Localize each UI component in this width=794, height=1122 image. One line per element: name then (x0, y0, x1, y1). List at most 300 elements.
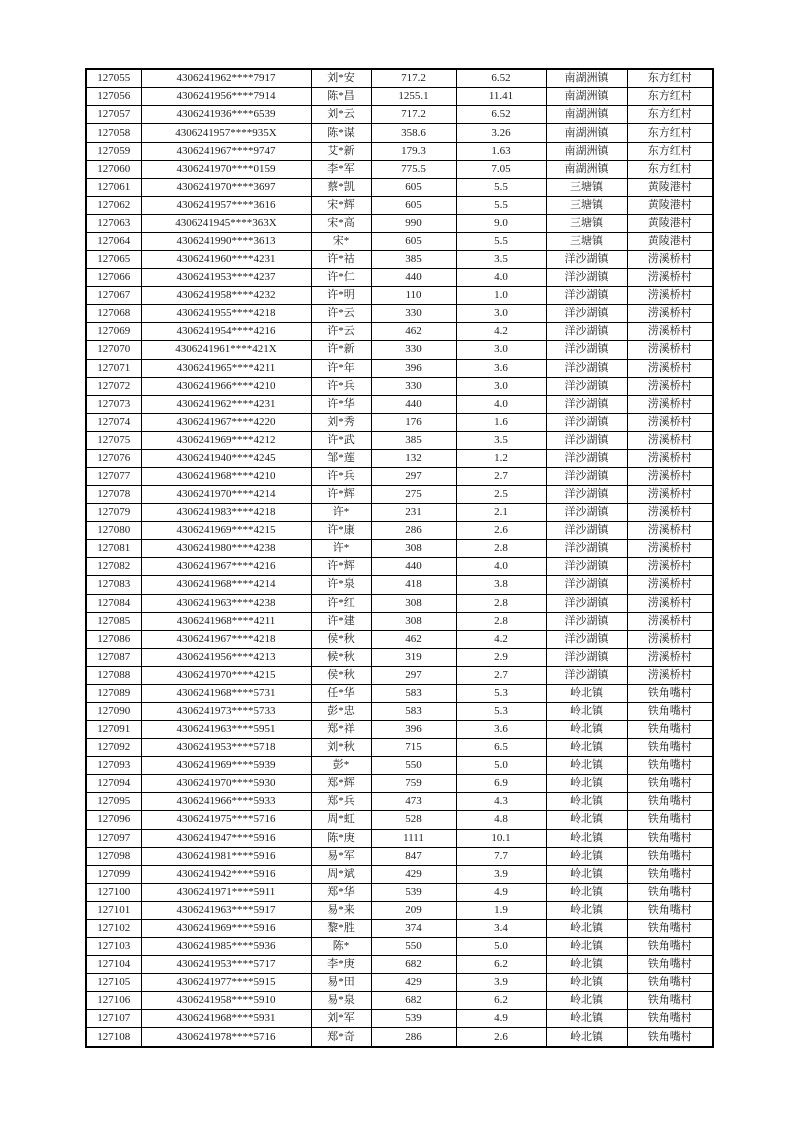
cell-area: 3.26 (456, 124, 546, 142)
cell-name: 易*泉 (311, 992, 371, 1010)
cell-name: 许*红 (311, 594, 371, 612)
cell-citizen-id: 4306241970****0159 (141, 160, 311, 178)
cell-name: 宋* (311, 232, 371, 250)
cell-citizen-id: 4306241942****5916 (141, 865, 311, 883)
cell-town: 洋沙湖镇 (546, 341, 627, 359)
cell-name: 许*云 (311, 305, 371, 323)
cell-area: 1.63 (456, 142, 546, 160)
cell-village: 铁角嘴村 (627, 883, 713, 901)
cell-area: 6.2 (456, 992, 546, 1010)
cell-citizen-id: 4306241968****4214 (141, 576, 311, 594)
cell-citizen-id: 4306241969****5939 (141, 757, 311, 775)
cell-sequence-number: 127062 (86, 196, 141, 214)
cell-sequence-number: 127087 (86, 648, 141, 666)
cell-village: 涝溪桥村 (627, 359, 713, 377)
cell-area: 3.6 (456, 721, 546, 739)
cell-area: 10.1 (456, 829, 546, 847)
cell-town: 三塘镇 (546, 232, 627, 250)
cell-town: 洋沙湖镇 (546, 359, 627, 377)
cell-name: 许*年 (311, 359, 371, 377)
cell-village: 铁角嘴村 (627, 811, 713, 829)
table-row (86, 901, 713, 919)
cell-area: 2.6 (456, 522, 546, 540)
cell-area: 3.8 (456, 576, 546, 594)
cell-area: 6.52 (456, 69, 546, 88)
cell-town: 洋沙湖镇 (546, 558, 627, 576)
cell-sequence-number: 127079 (86, 504, 141, 522)
cell-name: 刘*秀 (311, 413, 371, 431)
cell-area: 5.3 (456, 684, 546, 702)
cell-citizen-id: 4306241963****5917 (141, 901, 311, 919)
table-row (86, 431, 713, 449)
cell-amount: 330 (371, 377, 456, 395)
cell-village: 涝溪桥村 (627, 449, 713, 467)
cell-area: 4.2 (456, 323, 546, 341)
cell-sequence-number: 127066 (86, 269, 141, 287)
cell-sequence-number: 127100 (86, 883, 141, 901)
cell-citizen-id: 4306241969****4212 (141, 431, 311, 449)
cell-village: 涝溪桥村 (627, 341, 713, 359)
cell-citizen-id: 4306241956****4213 (141, 648, 311, 666)
cell-village: 涝溪桥村 (627, 323, 713, 341)
cell-village: 铁角嘴村 (627, 865, 713, 883)
cell-sequence-number: 127089 (86, 684, 141, 702)
table-row (86, 178, 713, 196)
cell-sequence-number: 127102 (86, 919, 141, 937)
cell-name: 许* (311, 504, 371, 522)
table-row (86, 196, 713, 214)
cell-name: 郑*祥 (311, 721, 371, 739)
cell-amount: 682 (371, 956, 456, 974)
cell-area: 1.2 (456, 449, 546, 467)
cell-amount: 374 (371, 919, 456, 937)
table-row (86, 721, 713, 739)
cell-town: 南湖洲镇 (546, 106, 627, 124)
cell-sequence-number: 127086 (86, 630, 141, 648)
cell-amount: 440 (371, 395, 456, 413)
cell-name: 许*康 (311, 522, 371, 540)
cell-name: 陈* (311, 938, 371, 956)
table-row (86, 323, 713, 341)
cell-area: 4.2 (456, 630, 546, 648)
cell-sequence-number: 127063 (86, 214, 141, 232)
table-row (86, 938, 713, 956)
cell-citizen-id: 4306241936****6539 (141, 106, 311, 124)
cell-area: 1.0 (456, 287, 546, 305)
table-row (86, 522, 713, 540)
cell-village: 东方红村 (627, 69, 713, 88)
cell-citizen-id: 4306241963****5951 (141, 721, 311, 739)
cell-name: 艾*新 (311, 142, 371, 160)
cell-area: 2.1 (456, 504, 546, 522)
cell-sequence-number: 127099 (86, 865, 141, 883)
table-row (86, 341, 713, 359)
cell-village: 铁角嘴村 (627, 992, 713, 1010)
cell-citizen-id: 4306241975****5716 (141, 811, 311, 829)
cell-name: 许*武 (311, 431, 371, 449)
cell-sequence-number: 127104 (86, 956, 141, 974)
cell-sequence-number: 127098 (86, 847, 141, 865)
cell-amount: 110 (371, 287, 456, 305)
cell-area: 5.0 (456, 938, 546, 956)
cell-citizen-id: 4306241955****4218 (141, 305, 311, 323)
cell-amount: 396 (371, 359, 456, 377)
cell-name: 刘*安 (311, 69, 371, 88)
cell-town: 洋沙湖镇 (546, 251, 627, 269)
cell-village: 铁角嘴村 (627, 793, 713, 811)
table-row (86, 684, 713, 702)
cell-name: 陈*庚 (311, 829, 371, 847)
cell-town: 岭北镇 (546, 865, 627, 883)
table-row (86, 612, 713, 630)
cell-citizen-id: 4306241960****4231 (141, 251, 311, 269)
table-container (85, 68, 714, 1048)
table-row (86, 576, 713, 594)
cell-citizen-id: 4306241958****4232 (141, 287, 311, 305)
cell-town: 岭北镇 (546, 702, 627, 720)
cell-citizen-id: 4306241970****5930 (141, 775, 311, 793)
cell-area: 3.0 (456, 377, 546, 395)
cell-amount: 179.3 (371, 142, 456, 160)
cell-area: 6.5 (456, 739, 546, 757)
cell-amount: 583 (371, 684, 456, 702)
table-row (86, 666, 713, 684)
cell-village: 涝溪桥村 (627, 540, 713, 558)
cell-area: 4.0 (456, 269, 546, 287)
cell-name: 许*仁 (311, 269, 371, 287)
cell-citizen-id: 4306241947****5916 (141, 829, 311, 847)
cell-amount: 462 (371, 323, 456, 341)
cell-amount: 759 (371, 775, 456, 793)
cell-village: 涝溪桥村 (627, 576, 713, 594)
cell-name: 许*祜 (311, 251, 371, 269)
cell-sequence-number: 127084 (86, 594, 141, 612)
cell-sequence-number: 127095 (86, 793, 141, 811)
cell-name: 许*泉 (311, 576, 371, 594)
cell-sequence-number: 127103 (86, 938, 141, 956)
cell-name: 易*田 (311, 974, 371, 992)
cell-amount: 605 (371, 232, 456, 250)
cell-village: 铁角嘴村 (627, 956, 713, 974)
table-row (86, 214, 713, 232)
cell-sequence-number: 127055 (86, 69, 141, 88)
cell-village: 东方红村 (627, 160, 713, 178)
cell-town: 洋沙湖镇 (546, 449, 627, 467)
cell-village: 铁角嘴村 (627, 1010, 713, 1028)
table-row (86, 558, 713, 576)
cell-name: 宋*高 (311, 214, 371, 232)
cell-area: 3.5 (456, 431, 546, 449)
cell-sequence-number: 127088 (86, 666, 141, 684)
cell-area: 1.9 (456, 901, 546, 919)
cell-town: 洋沙湖镇 (546, 504, 627, 522)
table-row (86, 630, 713, 648)
table-row (86, 269, 713, 287)
cell-amount: 990 (371, 214, 456, 232)
cell-sequence-number: 127060 (86, 160, 141, 178)
table-row (86, 413, 713, 431)
cell-town: 洋沙湖镇 (546, 612, 627, 630)
cell-sequence-number: 127091 (86, 721, 141, 739)
table-row (86, 811, 713, 829)
cell-village: 铁角嘴村 (627, 919, 713, 937)
cell-name: 宋*辉 (311, 196, 371, 214)
table-row (86, 974, 713, 992)
cell-amount: 473 (371, 793, 456, 811)
cell-town: 洋沙湖镇 (546, 323, 627, 341)
cell-sequence-number: 127077 (86, 467, 141, 485)
cell-village: 黄陵港村 (627, 196, 713, 214)
cell-village: 涝溪桥村 (627, 558, 713, 576)
cell-area: 4.8 (456, 811, 546, 829)
cell-area: 4.0 (456, 395, 546, 413)
cell-sequence-number: 127073 (86, 395, 141, 413)
table-row (86, 449, 713, 467)
cell-area: 6.2 (456, 956, 546, 974)
cell-name: 许*云 (311, 323, 371, 341)
cell-village: 黄陵港村 (627, 232, 713, 250)
cell-village: 涝溪桥村 (627, 431, 713, 449)
cell-town: 洋沙湖镇 (546, 431, 627, 449)
table-row (86, 504, 713, 522)
table-row (86, 160, 713, 178)
cell-town: 三塘镇 (546, 178, 627, 196)
cell-citizen-id: 4306241967****4216 (141, 558, 311, 576)
cell-town: 南湖洲镇 (546, 160, 627, 178)
cell-amount: 440 (371, 269, 456, 287)
table-row (86, 847, 713, 865)
cell-citizen-id: 4306241970****3697 (141, 178, 311, 196)
cell-citizen-id: 4306241962****4231 (141, 395, 311, 413)
cell-area: 2.5 (456, 486, 546, 504)
cell-amount: 385 (371, 251, 456, 269)
cell-town: 岭北镇 (546, 992, 627, 1010)
table-row (86, 88, 713, 106)
cell-town: 岭北镇 (546, 684, 627, 702)
cell-area: 2.6 (456, 1028, 546, 1047)
cell-amount: 396 (371, 721, 456, 739)
cell-sequence-number: 127071 (86, 359, 141, 377)
cell-village: 涝溪桥村 (627, 504, 713, 522)
cell-town: 洋沙湖镇 (546, 648, 627, 666)
cell-town: 岭北镇 (546, 793, 627, 811)
cell-village: 铁角嘴村 (627, 829, 713, 847)
cell-area: 1.6 (456, 413, 546, 431)
cell-citizen-id: 4306241961****421X (141, 341, 311, 359)
cell-amount: 358.6 (371, 124, 456, 142)
cell-amount: 605 (371, 178, 456, 196)
cell-town: 洋沙湖镇 (546, 666, 627, 684)
cell-village: 涝溪桥村 (627, 395, 713, 413)
cell-area: 5.0 (456, 757, 546, 775)
cell-amount: 717.2 (371, 69, 456, 88)
cell-name: 许*建 (311, 612, 371, 630)
cell-citizen-id: 4306241990****3613 (141, 232, 311, 250)
cell-village: 东方红村 (627, 124, 713, 142)
cell-citizen-id: 4306241957****935X (141, 124, 311, 142)
cell-town: 南湖洲镇 (546, 124, 627, 142)
cell-sequence-number: 127105 (86, 974, 141, 992)
cell-name: 郑*奇 (311, 1028, 371, 1047)
cell-citizen-id: 4306241973****5733 (141, 702, 311, 720)
cell-sequence-number: 127094 (86, 775, 141, 793)
cell-town: 洋沙湖镇 (546, 413, 627, 431)
table-row (86, 793, 713, 811)
table-row (86, 757, 713, 775)
cell-citizen-id: 4306241971****5911 (141, 883, 311, 901)
cell-town: 岭北镇 (546, 1028, 627, 1047)
cell-name: 李*军 (311, 160, 371, 178)
cell-village: 铁角嘴村 (627, 721, 713, 739)
cell-citizen-id: 4306241968****4210 (141, 467, 311, 485)
cell-town: 洋沙湖镇 (546, 486, 627, 504)
cell-name: 周*虹 (311, 811, 371, 829)
cell-area: 6.9 (456, 775, 546, 793)
cell-sequence-number: 127068 (86, 305, 141, 323)
cell-citizen-id: 4306241954****4216 (141, 323, 311, 341)
table-row (86, 702, 713, 720)
cell-amount: 528 (371, 811, 456, 829)
cell-citizen-id: 4306241968****5731 (141, 684, 311, 702)
cell-name: 彭*忠 (311, 702, 371, 720)
cell-amount: 308 (371, 612, 456, 630)
cell-area: 2.7 (456, 666, 546, 684)
table-row (86, 124, 713, 142)
cell-sequence-number: 127083 (86, 576, 141, 594)
cell-village: 铁角嘴村 (627, 757, 713, 775)
cell-village: 涝溪桥村 (627, 413, 713, 431)
cell-village: 铁角嘴村 (627, 847, 713, 865)
cell-village: 涝溪桥村 (627, 467, 713, 485)
subsidy-roster-table (85, 68, 714, 1048)
cell-sequence-number: 127093 (86, 757, 141, 775)
table-row (86, 739, 713, 757)
cell-village: 涝溪桥村 (627, 522, 713, 540)
cell-area: 2.8 (456, 612, 546, 630)
cell-name: 许*兵 (311, 377, 371, 395)
cell-village: 黄陵港村 (627, 214, 713, 232)
table-row (86, 359, 713, 377)
table-row (86, 594, 713, 612)
cell-name: 任*华 (311, 684, 371, 702)
cell-area: 4.9 (456, 883, 546, 901)
cell-name: 蔡*凯 (311, 178, 371, 196)
cell-citizen-id: 4306241983****4218 (141, 504, 311, 522)
cell-citizen-id: 4306241953****5718 (141, 739, 311, 757)
cell-area: 2.9 (456, 648, 546, 666)
cell-area: 3.5 (456, 251, 546, 269)
cell-citizen-id: 4306241969****4215 (141, 522, 311, 540)
cell-amount: 550 (371, 938, 456, 956)
cell-citizen-id: 4306241957****3616 (141, 196, 311, 214)
cell-sequence-number: 127059 (86, 142, 141, 160)
cell-village: 涝溪桥村 (627, 594, 713, 612)
cell-village: 铁角嘴村 (627, 684, 713, 702)
cell-amount: 682 (371, 992, 456, 1010)
cell-amount: 847 (371, 847, 456, 865)
cell-town: 洋沙湖镇 (546, 305, 627, 323)
cell-sequence-number: 127097 (86, 829, 141, 847)
cell-town: 岭北镇 (546, 1010, 627, 1028)
cell-sequence-number: 127078 (86, 486, 141, 504)
cell-amount: 1111 (371, 829, 456, 847)
cell-village: 东方红村 (627, 88, 713, 106)
cell-town: 洋沙湖镇 (546, 269, 627, 287)
cell-sequence-number: 127072 (86, 377, 141, 395)
cell-village: 铁角嘴村 (627, 702, 713, 720)
cell-village: 铁角嘴村 (627, 1028, 713, 1047)
cell-amount: 418 (371, 576, 456, 594)
cell-name: 许*辉 (311, 486, 371, 504)
table-row (86, 232, 713, 250)
cell-citizen-id: 4306241966****5933 (141, 793, 311, 811)
table-row (86, 305, 713, 323)
cell-citizen-id: 4306241940****4245 (141, 449, 311, 467)
cell-amount: 539 (371, 883, 456, 901)
cell-amount: 429 (371, 974, 456, 992)
cell-town: 岭北镇 (546, 956, 627, 974)
cell-village: 铁角嘴村 (627, 739, 713, 757)
cell-town: 洋沙湖镇 (546, 395, 627, 413)
cell-town: 岭北镇 (546, 775, 627, 793)
table-row (86, 775, 713, 793)
cell-area: 11.41 (456, 88, 546, 106)
cell-name: 侯*秋 (311, 666, 371, 684)
table-row (86, 69, 713, 88)
cell-citizen-id: 4306241978****5716 (141, 1028, 311, 1047)
cell-amount: 1255.1 (371, 88, 456, 106)
cell-sequence-number: 127080 (86, 522, 141, 540)
table-row (86, 486, 713, 504)
cell-area: 3.9 (456, 974, 546, 992)
cell-sequence-number: 127056 (86, 88, 141, 106)
cell-town: 南湖洲镇 (546, 88, 627, 106)
table-row (86, 883, 713, 901)
cell-town: 洋沙湖镇 (546, 377, 627, 395)
cell-amount: 583 (371, 702, 456, 720)
cell-sequence-number: 127081 (86, 540, 141, 558)
cell-area: 7.05 (456, 160, 546, 178)
cell-village: 铁角嘴村 (627, 775, 713, 793)
cell-sequence-number: 127076 (86, 449, 141, 467)
cell-name: 陈*昌 (311, 88, 371, 106)
cell-town: 岭北镇 (546, 721, 627, 739)
cell-name: 郑*华 (311, 883, 371, 901)
cell-amount: 775.5 (371, 160, 456, 178)
cell-amount: 132 (371, 449, 456, 467)
cell-area: 4.3 (456, 793, 546, 811)
cell-citizen-id: 4306241967****4220 (141, 413, 311, 431)
cell-village: 涝溪桥村 (627, 630, 713, 648)
cell-area: 4.0 (456, 558, 546, 576)
cell-name: 郑*兵 (311, 793, 371, 811)
cell-area: 9.0 (456, 214, 546, 232)
cell-citizen-id: 4306241966****4210 (141, 377, 311, 395)
table-row (86, 377, 713, 395)
cell-amount: 462 (371, 630, 456, 648)
cell-area: 5.3 (456, 702, 546, 720)
cell-town: 岭北镇 (546, 938, 627, 956)
cell-area: 4.9 (456, 1010, 546, 1028)
cell-town: 岭北镇 (546, 811, 627, 829)
cell-amount: 297 (371, 467, 456, 485)
cell-citizen-id: 4306241967****9747 (141, 142, 311, 160)
table-row (86, 829, 713, 847)
cell-town: 岭北镇 (546, 901, 627, 919)
cell-amount: 717.2 (371, 106, 456, 124)
cell-citizen-id: 4306241963****4238 (141, 594, 311, 612)
cell-citizen-id: 4306241962****7917 (141, 69, 311, 88)
